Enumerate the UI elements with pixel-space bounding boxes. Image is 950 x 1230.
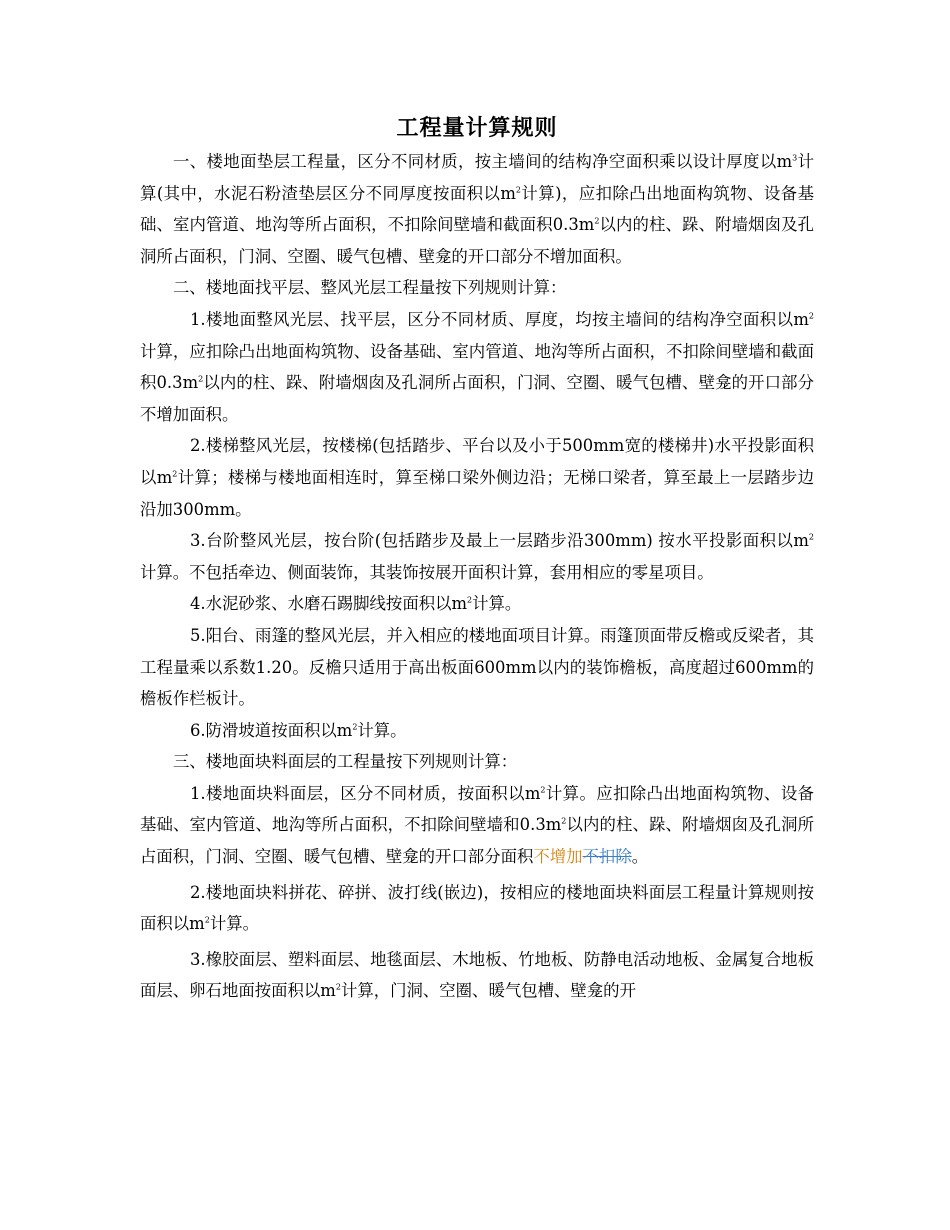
superscript: 2 [808,311,814,321]
paragraph-3 [140,304,814,430]
superscript: 2 [335,982,341,992]
paragraph-11 [140,877,814,940]
paragraph-2: 二、楼地面找平层、整风光层工程量按下列规则计算： [173,278,567,298]
document-title: 工程量计算规则 [396,116,558,141]
superscript: 2 [540,785,546,795]
paragraph-6 [140,588,814,620]
text-run: 2.楼梯整风光层，按楼梯(包括踏步、平台以及小于500mm宽的楼梯井)水平投影面积以m [140,436,814,487]
superscript: 2 [198,374,204,384]
text-run: 一、楼地面垫层工程量，区分不同材质，按主墙间的结构净空面积乘以设计厚度以m [173,152,793,171]
paragraph-5 [140,525,814,588]
paragraph-1 [140,146,814,272]
text-run: 计算)，应扣除凸出地面构筑物、设备基础、室内管道、地沟等所占面积，不扣除间壁墙和截面积0.3m [140,183,814,235]
document-page [140,112,814,1007]
superscript: 2 [808,532,814,542]
text-run: 计算，应扣除凸出地面构筑物、设备基础、室内管道、地沟等所占面积，不扣除间壁墙和截面积0.3m [140,341,814,393]
tracked-deletion[interactable]: 不扣除 [582,847,632,867]
paragraph-9: 三、楼地面块料面层的工程量按下列规则计算： [173,752,518,772]
text-run: 计算；楼梯与楼地面相连时，算至梯口梁外侧边沿；无梯口梁者，算至最上一层踏步边沿加300mm。 [140,467,814,519]
superscript: 2 [515,185,521,195]
text-run: 计算，门洞、空圈、暖气包槽、壁龛的开 [340,981,636,1001]
text-run: 3.橡胶面层、塑料面层、地毯面层、木地板、竹地板、防静电活动地板、金属复合地板面层、卵石地面按面积以m [140,949,814,1001]
superscript: 2 [467,595,473,605]
text-run: 计算。应扣除凸出地面构筑物、设备基础、室内管道、地沟等所占面积，不扣除间壁墙和0.3m [140,783,814,835]
text-run: 2.楼地面块料拼花、碎拼、波打线(嵌边)，按相应的楼地面块料面层工程量计算规则按面积以m [140,882,814,934]
tracked-insertion[interactable]: 不增加 [533,847,583,867]
text-run: 。 [631,847,649,867]
superscript: 2 [352,722,358,732]
text-run: 以内的柱、跺、附墙烟囱及孔洞所占面积，门洞、空圈、暖气包槽、壁龛的开口部分面积 [140,815,815,867]
text-run: 计算。不包括牵边、侧面装饰，其装饰按展开面积计算，套用相应的零星项目。 [140,562,714,582]
text-run: 1.楼地面块料面层，区分不同材质，按面积以m [190,783,541,803]
text-run: 3.台阶整风光层，按台阶(包括踏步及最上一层踏步沿300mm) 按水平投影面积以m [190,531,809,551]
paragraph-12 [140,944,814,1007]
paragraph-7: 5.阳台、雨篷的整风光层，并入相应的楼地面项目计算。雨篷顶面带反檐或反梁者，其工程量乘以系数1.20。反檐只适用于高出板面600mm以内的装饰檐板，高度超过600mm的檐板作栏板计。 [140,625,814,709]
superscript: 3 [792,153,798,163]
text-run: 计算。 [357,720,407,740]
paragraph-4 [140,430,814,525]
text-run: 4.水泥砂浆、水磨石踢脚线按面积以m [190,594,468,614]
text-run: 以内的柱、跺、附墙烟囱及孔洞所占面积，门洞、空圈、暖气包槽、壁龛的开口部分不增加面积。 [140,215,815,266]
text-run: 1.楼地面整风光层、找平层，区分不同材质、厚度，均按主墙间的结构净空面积以m [190,309,809,329]
text-run: 计算(其中，水泥石粉渣垫层区分不同厚度按面积以m [140,152,815,203]
superscript: 2 [204,915,210,925]
superscript: 2 [561,817,567,826]
text-run: 计算。 [209,914,259,934]
text-run: 6.防滑坡道按面积以m [190,720,353,740]
superscript: 2 [172,469,178,479]
paragraph-10 [140,778,814,873]
superscript: 2 [594,216,600,226]
text-run: 计算。 [472,594,522,614]
text-run: 以内的柱、跺、附墙烟囱及孔洞所占面积，门洞、空圈、暖气包槽、壁龛的开口部分不增加面积。 [140,373,815,424]
paragraph-8 [140,715,814,747]
